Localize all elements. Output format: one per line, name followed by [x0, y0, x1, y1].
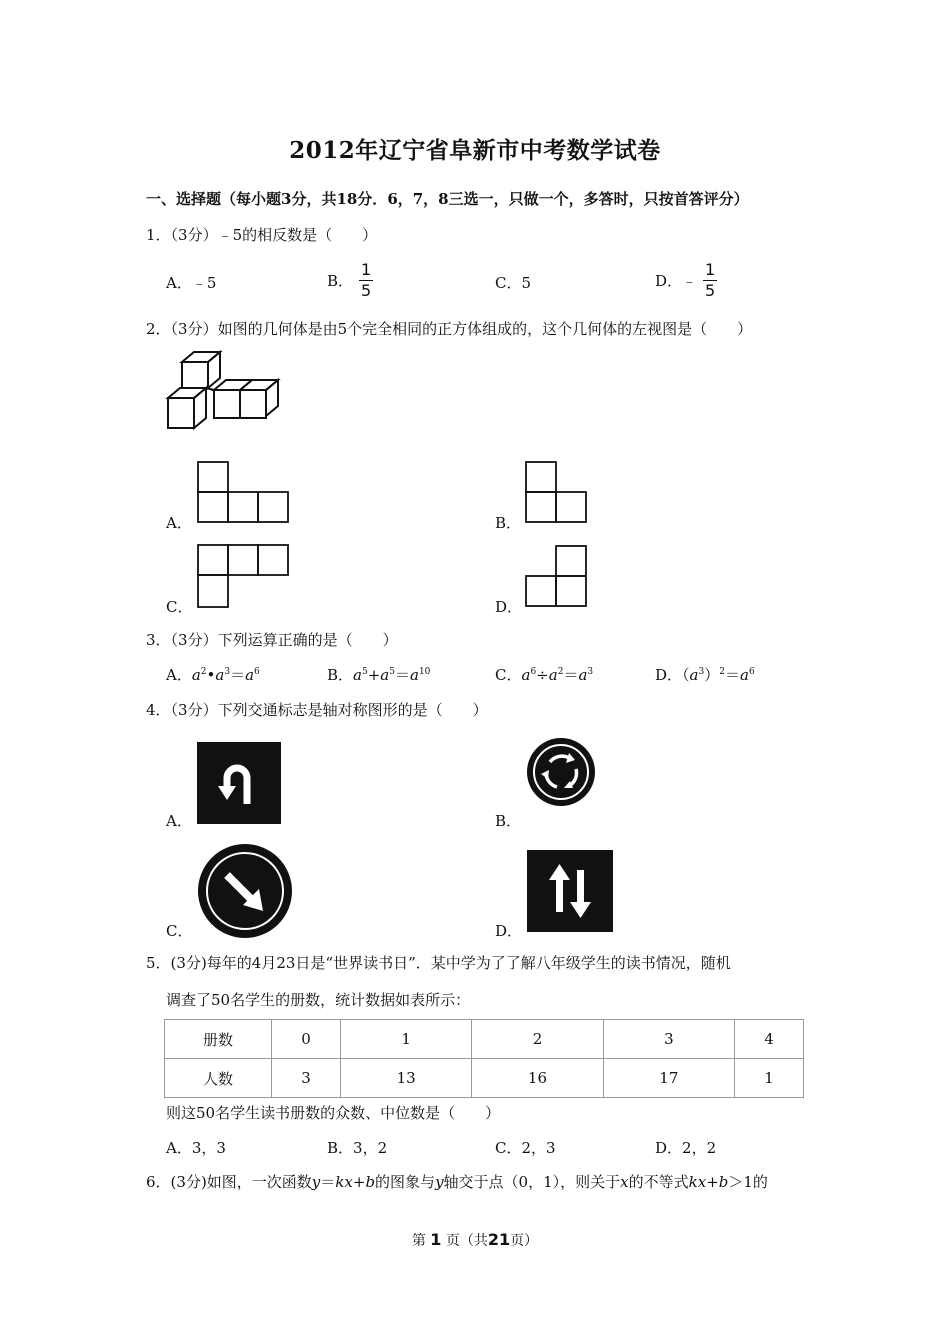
q2-option-c: C． — [166, 598, 193, 616]
q4-option-c: C． — [166, 922, 193, 940]
q3-c-exp1: 6 — [530, 667, 537, 677]
q3-c-var2: a — [548, 666, 558, 684]
q3-d-open: （ — [682, 666, 690, 684]
footer-mid: 页（共 — [445, 1233, 488, 1249]
q6-text-3: 轴交于点（0，1），则关于 — [443, 1173, 621, 1191]
q3-a-exp1: 2 — [200, 667, 207, 677]
q3-c-var3: a — [578, 666, 588, 684]
q1-option-c: C．5 — [495, 274, 532, 292]
q3-a-var: a — [191, 666, 201, 684]
table-cell: 1 — [735, 1059, 804, 1098]
q1-option-d-label: D．﹣ — [655, 272, 698, 290]
q3-d-var: a — [689, 666, 699, 684]
table-cell: 16 — [472, 1059, 603, 1098]
footer-total-pages: 21 — [487, 1230, 511, 1249]
diagonal-arrow-sign-icon — [197, 843, 293, 939]
q3-b-op: + — [367, 666, 381, 684]
q3-d-exp2: 2 — [719, 667, 725, 677]
q3-b-exp1: 5 — [361, 667, 368, 677]
question-3-stem: 3．（3分）下列运算正确的是（ ） — [146, 631, 398, 649]
q6-text-5: ＞1的 — [728, 1173, 768, 1191]
q3-b-var3: a — [410, 666, 419, 684]
q3-a-op: • — [206, 666, 216, 684]
q3-c-exp2: 2 — [557, 667, 564, 677]
question-5-stem-line1: 5．(3分)每年的4月23日是“世界读书日”．某中学为了了解八年级学生的读书情况，随机 — [146, 954, 731, 972]
question-1-stem: 1．（3分）﹣5的相反数是（ ） — [146, 226, 378, 244]
q2-view-a-figure — [197, 461, 292, 525]
footer-pre: 第 — [411, 1233, 426, 1249]
table-cell: 3 — [272, 1059, 341, 1098]
question-5-stem-line2: 调查了50名学生的册数，统计数据如表所示： — [166, 991, 471, 1009]
table-cell: 册数 — [165, 1020, 272, 1059]
q1-option-d — [655, 261, 717, 300]
question-6-stem — [146, 1171, 768, 1192]
q1-option-b — [327, 261, 373, 300]
q3-c-op: ÷ — [536, 666, 549, 684]
q3-d-exp3: 6 — [748, 667, 755, 677]
q1-b-denominator: 5 — [361, 281, 372, 300]
q4-option-b: B． — [495, 812, 522, 830]
q3-b-label: B． — [327, 666, 354, 684]
q3-c-eq: ＝ — [563, 666, 579, 684]
q6-var-x: x — [620, 1173, 629, 1191]
table-cell: 13 — [340, 1059, 471, 1098]
table-cell: 3 — [603, 1020, 734, 1059]
q2-view-d-figure — [525, 545, 591, 609]
q3-c-var: a — [521, 666, 531, 684]
q2-view-c-figure — [197, 544, 292, 610]
q3-option-a — [166, 664, 260, 685]
q3-b-var2: a — [380, 666, 390, 684]
q3-c-label: C． — [495, 666, 522, 684]
table-cell: 4 — [735, 1020, 804, 1059]
roundabout-sign-icon — [525, 736, 597, 808]
q6-text-1: 6．(3分)如图，一次函数 — [146, 1173, 312, 1191]
q1-b-fraction — [359, 261, 373, 300]
q3-c-exp3: 3 — [587, 667, 594, 677]
q6-var-y-axis: y — [435, 1173, 444, 1191]
q3-b-var: a — [353, 666, 362, 684]
q1-b-numerator: 1 — [361, 260, 372, 279]
q6-var-kx2: kx — [688, 1173, 707, 1191]
u-turn-sign-icon — [197, 742, 281, 824]
q3-a-var2: a — [215, 666, 225, 684]
q4-option-d: D． — [495, 922, 523, 940]
q6-plus2: + — [706, 1173, 719, 1191]
q2-view-b-figure — [525, 461, 591, 525]
q2-option-d: D． — [495, 598, 523, 616]
reading-stats-table — [164, 1019, 804, 1098]
q1-d-denominator: 5 — [705, 281, 716, 300]
q3-b-eq: ＝ — [394, 666, 410, 684]
q5-option-c: C．2，3 — [495, 1139, 556, 1157]
q5-option-a: A．3，3 — [166, 1139, 226, 1157]
q6-plus: + — [352, 1173, 366, 1191]
q5-option-b: B．3，2 — [327, 1139, 388, 1157]
q3-d-exp1: 3 — [698, 667, 705, 677]
q3-option-c — [495, 664, 593, 685]
q4-option-a: A． — [166, 812, 192, 830]
q6-text-2: 的图象与 — [375, 1173, 436, 1191]
question-2-stem: 2．（3分）如图的几何体是由5个完全相同的正方体组成的，这个几何体的左视图是（ ） — [146, 320, 753, 338]
q1-d-numerator: 1 — [705, 260, 716, 279]
q1-d-fraction — [703, 261, 717, 300]
q3-b-exp3: 10 — [418, 667, 431, 677]
q1-option-a: A．﹣5 — [166, 274, 217, 292]
table-cell: 17 — [603, 1059, 734, 1098]
page-footer — [0, 1230, 950, 1250]
two-way-arrow-sign-icon — [527, 850, 613, 932]
q6-eq: ＝ — [320, 1173, 336, 1191]
q3-d-var2: a — [740, 666, 749, 684]
q3-a-exp3: 6 — [254, 667, 260, 677]
table-cell: 人数 — [165, 1059, 272, 1098]
q6-text-4: 的不等式 — [628, 1173, 689, 1191]
q3-d-close: ） — [704, 666, 720, 684]
q3-a-label: A． — [166, 666, 192, 684]
q2-option-a: A． — [166, 514, 192, 532]
q2-option-b: B． — [495, 514, 522, 532]
q6-var-b2: b — [718, 1173, 729, 1191]
section-heading: 一、选择题（每小题3分，共18分．6，7，8三选一，只做一个，多答时，只按首答评分） — [146, 190, 749, 208]
q3-d-eq: ＝ — [724, 666, 740, 684]
q3-a-exp2: 3 — [224, 667, 231, 677]
q5-option-d: D．2，2 — [655, 1139, 717, 1157]
q6-var-b: b — [365, 1173, 376, 1191]
q3-b-exp2: 5 — [389, 667, 395, 677]
q3-d-label: D． — [655, 666, 683, 684]
table-row — [165, 1059, 804, 1098]
table-cell: 2 — [472, 1020, 603, 1059]
q1-option-b-label: B． — [327, 272, 354, 290]
table-cell: 0 — [272, 1020, 341, 1059]
q3-a-var3: a — [245, 666, 255, 684]
table-row — [165, 1020, 804, 1059]
cube-solid-figure — [160, 348, 290, 438]
q3-option-d — [655, 664, 755, 685]
footer-page-number: 1 — [430, 1230, 442, 1249]
page-title: 2012年辽宁省阜新市中考数学试卷 — [289, 137, 661, 164]
q6-var-kx: kx — [335, 1173, 353, 1191]
q3-option-b — [327, 664, 430, 685]
q3-a-eq: ＝ — [230, 666, 246, 684]
question-4-stem: 4．（3分）下列交通标志是轴对称图形的是（ ） — [146, 701, 488, 719]
footer-post: 页） — [510, 1233, 539, 1249]
q6-var-y: y — [311, 1173, 321, 1191]
question-5-stem-line3: 则这50名学生读书册数的众数、中位数是（ ） — [166, 1104, 501, 1122]
table-cell: 1 — [340, 1020, 471, 1059]
